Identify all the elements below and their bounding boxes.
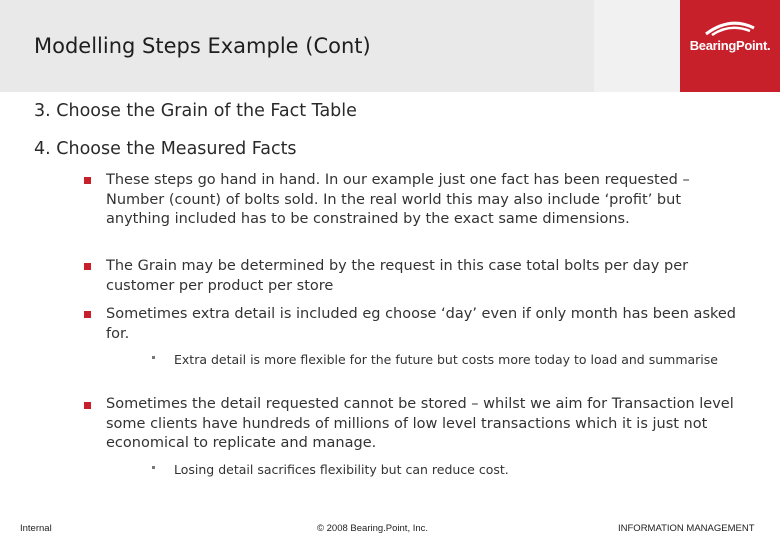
sub-bullet-item-1: Extra detail is more flexible for the future but costs more today to load and summarise [174, 352, 718, 367]
footer-classification: Internal [20, 523, 52, 534]
bearingpoint-logo [680, 0, 780, 92]
bullet-item-3: Sometimes extra detail is included eg choose ‘day’ even if only month has been asked for. [106, 306, 736, 342]
bullet-square-icon [84, 263, 91, 270]
bullet-item-4: Sometimes the detail requested cannot be stored – whilst we aim for Transaction level some clients have hundreds of millions of low level transactions which it is just not economical to replicate and manage. [106, 396, 734, 451]
header-band-light [594, 0, 680, 92]
bullet-square-icon [84, 402, 91, 409]
sub-bullet-dot-icon [152, 466, 155, 469]
bullet-square-icon [84, 311, 91, 318]
sub-bullet-dot-icon [152, 356, 155, 359]
footer-department: INFORMATION MANAGEMENT [618, 523, 755, 534]
logo-text: BearingPoint. [689, 38, 771, 53]
sub-bullet-item-2: Losing detail sacrifices flexibility but can reduce cost. [174, 462, 509, 477]
logo-arcs-icon [702, 18, 758, 36]
bullet-item-2: The Grain may be determined by the request in this case total bolts per day per customer per product per store [106, 258, 689, 294]
bullet-square-icon [84, 177, 91, 184]
heading-step-4: 4. Choose the Measured Facts [34, 139, 297, 159]
bullet-item-1: These steps go hand in hand. In our example just one fact has been requested – Number (count) of bolts sold. In the real world this may also include ‘profit’ but anything included has to be constrained by the exact same dimensions. [106, 172, 690, 227]
footer-copyright: © 2008 Bearing.Point, Inc. [317, 523, 429, 534]
heading-step-3: 3. Choose the Grain of the Fact Table [34, 101, 357, 121]
slide-title: Modelling Steps Example (Cont) [34, 34, 371, 58]
